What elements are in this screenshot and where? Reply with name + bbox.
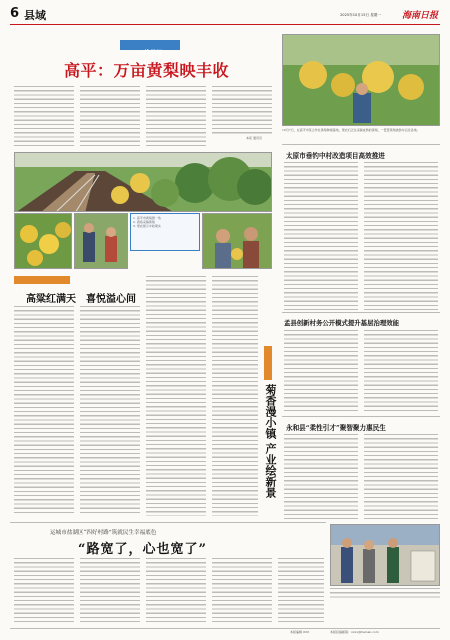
right-divider-2 [282, 312, 440, 313]
main-body-col-4 [212, 86, 272, 134]
footer-email: 本版投稿邮箱：xxxx@hainan.com [330, 630, 379, 634]
section-title: 县域 [24, 9, 46, 22]
right-photo-caption: 10月7日，在高平市某合作社黄梨种植基地，果农们正在采摘成熟的黄梨，一筐筐黄梨被装车运往各地。 [282, 128, 420, 132]
right-photo-harvest [282, 34, 440, 126]
bottom-right-photo-caption [330, 588, 440, 600]
main-body-col-3 [146, 86, 206, 148]
chrysanthemum-headline: 菊香漫小镇 产业绘新景 [264, 384, 277, 498]
bottom-body-col-5 [278, 558, 324, 624]
masthead-logo: 海南日报 [402, 11, 439, 21]
yonghe-body-col-1 [284, 434, 358, 520]
main-body-col-2 [80, 86, 140, 148]
mengxian-body-col-2 [364, 330, 438, 414]
main-body-col-1 [14, 86, 74, 148]
bottom-right-photo [330, 524, 440, 586]
village-body-col-2 [364, 162, 438, 310]
nantang-body-col-1 [14, 306, 74, 516]
yonghe-headline: 永和县“柔性引才”聚智聚力惠民生 [286, 424, 386, 432]
photo-caption-box [130, 213, 200, 251]
footer-editor: 本版编辑 XXX [290, 630, 310, 634]
bottom-divider [10, 522, 326, 523]
bottom-kicker: 运城市盐湖区“四好村路”筑就民生幸福底色 [50, 530, 157, 536]
village-body-col-1 [284, 162, 358, 310]
main-headline: 高平：万亩黄梨映丰收 [64, 61, 230, 80]
mid-body-col-2 [212, 276, 258, 516]
photo-flowers [14, 213, 72, 269]
nantang-tag: 广灵县—斗景乡 [14, 276, 70, 284]
photo-caption-2: 2. 游客采摘黄梨 [133, 220, 155, 224]
right-divider-3 [282, 416, 440, 417]
nantang-title-1: 高粱红满天 [26, 294, 76, 305]
photo-caption-3: 3. 果农展示丰收果实 [133, 224, 161, 228]
column-tag: 一线见闻 [120, 40, 180, 50]
nantang-body-col-2 [80, 306, 140, 516]
page-header [10, 6, 440, 24]
page-number: 6 [10, 6, 20, 21]
beautiful-village-headline: 太原市垂钓中村改造项目高效推进 [286, 152, 385, 160]
bottom-body-col-4 [212, 558, 272, 624]
photo-visitors [74, 213, 128, 269]
mengxian-headline: 孟县创新村务公开模式提升基层治理效能 [284, 319, 400, 327]
header-rule [10, 24, 440, 25]
bottom-headline: “路宽了，心也宽了” [78, 542, 207, 557]
photo-farmers [202, 213, 272, 269]
footer-rule [10, 628, 440, 629]
right-divider-1 [282, 144, 440, 145]
mid-body-col-1 [146, 276, 206, 516]
bottom-body-col-2 [80, 558, 140, 624]
main-photo-orchard [14, 152, 272, 212]
bottom-body-col-3 [146, 558, 206, 624]
bottom-body-col-1 [14, 558, 74, 624]
main-byline: 本报 通讯员 [246, 136, 262, 140]
header-date: 2025年10月15日 星期一 [340, 13, 381, 17]
mengxian-body-col-1 [284, 330, 358, 414]
yonghe-body-col-2 [364, 434, 438, 520]
nantang-title-2: 喜悦溢心间 [86, 294, 136, 305]
chrysanthemum-tag: 文化振兴 [264, 346, 272, 380]
photo-caption-1: 1. 高平市黄梨园一角 [133, 216, 161, 220]
